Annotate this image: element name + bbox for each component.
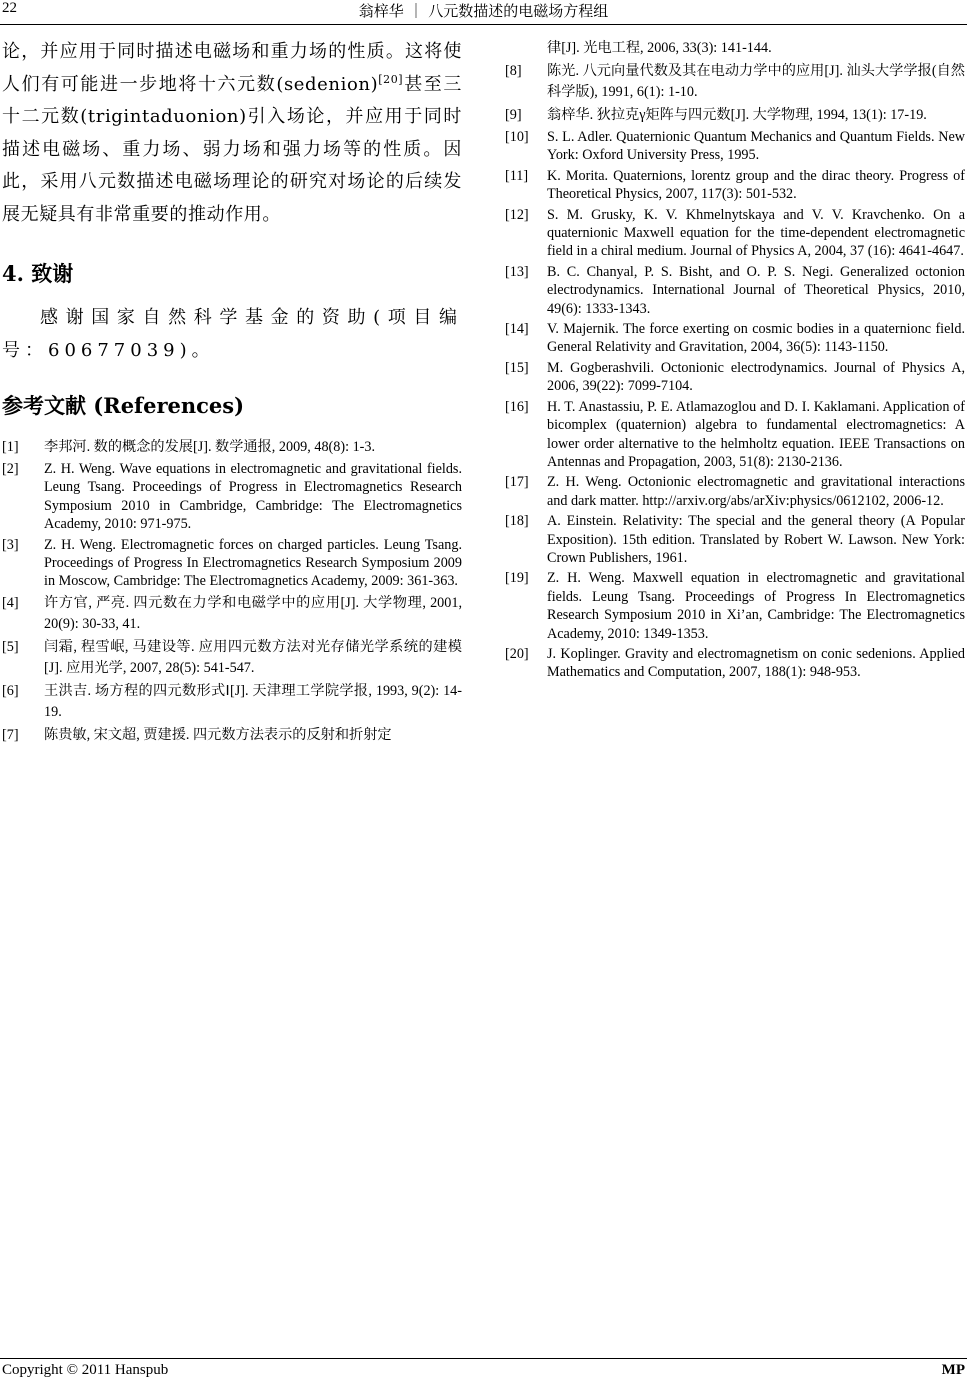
reference-number: [4] [2, 594, 19, 611]
reference-number: [9] [505, 107, 522, 123]
reference-number: [18] [505, 513, 529, 530]
reference-text: V. Majernik. The force exerting on cosmic bodies in a quaternionc field. General Relativity and Gravitation, 2004, 36(5): 1143-1150. [547, 321, 965, 356]
reference-number: [19] [505, 570, 529, 587]
reference-number: [11] [505, 167, 529, 184]
reference-number: [12] [505, 206, 529, 223]
citation-superscript: [20] [378, 72, 404, 86]
paragraph-text-part1: 论，并应用于同时描述电磁场和重力场的性质。这将使人们有可能进一步地将十六元数(sedenion) [2, 41, 462, 95]
reference-item [505, 206, 965, 261]
acknowledgement-heading: 4. 致谢 [2, 261, 74, 286]
reference-item [2, 437, 462, 458]
reference-item [505, 320, 965, 357]
reference-text: 闫霜, 程雪岷, 马建设等. 应用四元数方法对光存储光学系统的建模[J]. 应用光学, 2007, 28(5): 541-547. [44, 638, 462, 676]
reference-text: S. L. Adler. Quaternionic Quantum Mechanics and Quantum Fields. New York: Oxford University Press, 1995. [547, 129, 965, 164]
reference-text: M. Gogberashvili. Octonionic electrodynamics. Journal of Physics A, 2006, 39(22): 7099-7104. [547, 359, 965, 395]
reference-text: 律[J]. 光电工程, 2006, 33(3): 141-144. [547, 40, 772, 56]
reference-text: 陈贵敏, 宋文超, 贾建援. 四元数方法表示的反射和折射定 [44, 726, 392, 743]
reference-number: [3] [2, 536, 19, 553]
reference-number: [7] [2, 726, 19, 743]
reference-text: K. Morita. Quaternions, lorentz group and the dirac theory. Progress of Theoretical Physics, 2007, 117(3): 501-532. [547, 167, 965, 203]
reference-text: J. Koplinger. Gravity and electromagnetism on conic sedenions. Applied Mathematics and Computation, 2007, 188(1): 948-953. [547, 645, 965, 681]
reference-item [505, 61, 965, 103]
reference-item [2, 681, 462, 723]
reference-number: [15] [505, 359, 529, 376]
references-heading: 参考文献 (References) [2, 393, 245, 418]
reference-number: [13] [505, 263, 529, 280]
references-list-right [505, 38, 965, 682]
reference-text: 许方官, 严亮. 四元数在力学和电磁学中的应用[J]. 大学物理, 2001, 20(9): 30-33, 41. [44, 594, 462, 632]
body-paragraph [2, 36, 462, 231]
reference-item [505, 38, 965, 59]
reference-text: 王洪吉. 场方程的四元数形式Ⅰ[J]. 天津理工学院学报, 1993, 9(2): 14-19. [44, 682, 462, 720]
reference-text: Z. H. Weng. Octonionic electromagnetic and gravitational interactions and dark matter. http://arxiv.org/abs/arXiv:physics/0612102, 2006-12. [547, 474, 965, 509]
reference-number: [14] [505, 321, 529, 338]
page-number: 22 [2, 0, 17, 16]
header-rule [0, 24, 967, 25]
reference-item [505, 512, 965, 567]
reference-number: [17] [505, 474, 529, 491]
reference-item [2, 637, 462, 679]
reference-number: [6] [2, 682, 19, 699]
reference-text: Z. H. Weng. Maxwell equation in electromagnetic and gravitational fields. Leung Tsang. Proceedings of Progress In Electromagnetics Research Symposium 2010 in Xi’an, Cambridge: The Electromagnetics Academy, 2010: 1349-1353. [547, 570, 965, 642]
left-column [2, 36, 462, 748]
footer-journal: MP [941, 1362, 965, 1378]
reference-item [2, 536, 462, 591]
reference-text: B. C. Chanyal, P. S. Bisht, and O. P. S. Negi. Generalized octonion electrodynamics. International Journal of Theoretical Physics, 2010, 49(6): 1333-1343. [547, 263, 965, 317]
reference-text: Z. H. Weng. Electromagnetic forces on charged particles. Leung Tsang. Proceedings of Progress In Electromagnetics Research Symposium 2009 in Moscow, Cambridge: The Electromagnetics Academy, 2009: 361-363. [44, 536, 462, 590]
paragraph-text-part2: 甚至三十二元数(trigintaduonion)引入场论，并应用于同时描述电磁场、重力场、弱力场和强力场等的性质。因此，采用八元数描述电磁场理论的研究对场论的后续发展无疑具有非常重要的推动作用。 [2, 73, 462, 225]
reference-item [505, 473, 965, 510]
reference-item [2, 593, 462, 635]
reference-text: S. M. Grusky, K. V. Khmelnytskaya and V. V. Kravchenko. On a quaternionic Maxwell equation for the time-dependent electromagnetic field in a chiral medium. Journal of Physics A, 2004, 37 (16): 4641-4647. [547, 206, 965, 260]
reference-item [505, 359, 965, 396]
reference-item [2, 460, 462, 534]
running-title: 翁梓华 ｜ 八元数描述的电磁场方程组 [358, 2, 609, 20]
footer-rule [0, 1358, 967, 1359]
reference-item [2, 725, 462, 746]
reference-number: [5] [2, 638, 19, 655]
reference-text: 陈光. 八元向量代数及其在电动力学中的应用[J]. 汕头大学学报(自然科学版), 1991, 6(1): 1-10. [547, 63, 965, 100]
right-column [505, 38, 965, 684]
reference-item [505, 105, 965, 126]
reference-text: 翁梓华. 狄拉克γ矩阵与四元数[J]. 大学物理, 1994, 13(1): 17-19. [547, 107, 927, 123]
reference-text: A. Einstein. Relativity: The special and the general theory (A Popular Exposition). 15th edition. Translated by Robert W. Lawson. New York: Crown Publishers, 1961. [547, 513, 965, 566]
reference-item [505, 128, 965, 165]
footer-copyright: Copyright © 2011 Hanspub [2, 1362, 169, 1378]
reference-number: [1] [2, 439, 19, 455]
reference-number: [20] [505, 645, 529, 662]
reference-text: 李邦河. 数的概念的发展[J]. 数学通报, 2009, 48(8): 1-3. [44, 439, 376, 455]
acknowledgement-text: 感谢国家自然科学基金的资助(项目编号：60677039)。 [2, 307, 462, 361]
reference-item [505, 645, 965, 682]
reference-item [505, 167, 965, 204]
reference-number: [8] [505, 63, 522, 79]
reference-text: Z. H. Weng. Wave equations in electromagnetic and gravitational fields. Leung Tsang. Proceedings of Progress in Electromagnetics Research Symposium 2010 in Cambridge, Cambridge: The Electromagnetics Academy, 2010: 971-975. [44, 461, 462, 533]
references-list-left [2, 437, 462, 746]
reference-item [505, 398, 965, 472]
reference-item [505, 569, 965, 643]
reference-number: [16] [505, 398, 529, 415]
reference-number: [10] [505, 129, 529, 145]
reference-number: [2] [2, 461, 19, 477]
reference-text: H. T. Anastassiu, P. E. Atlamazoglou and D. I. Kaklamani. Application of bicomplex (quaternion) algebra to fundamental electromagnetics: A lower order alternative to the helmholtz equation. IEEE Transactions on Antennas and Propagation, 2003, 51(8): 2130-2136. [547, 398, 965, 470]
reference-item [505, 263, 965, 318]
